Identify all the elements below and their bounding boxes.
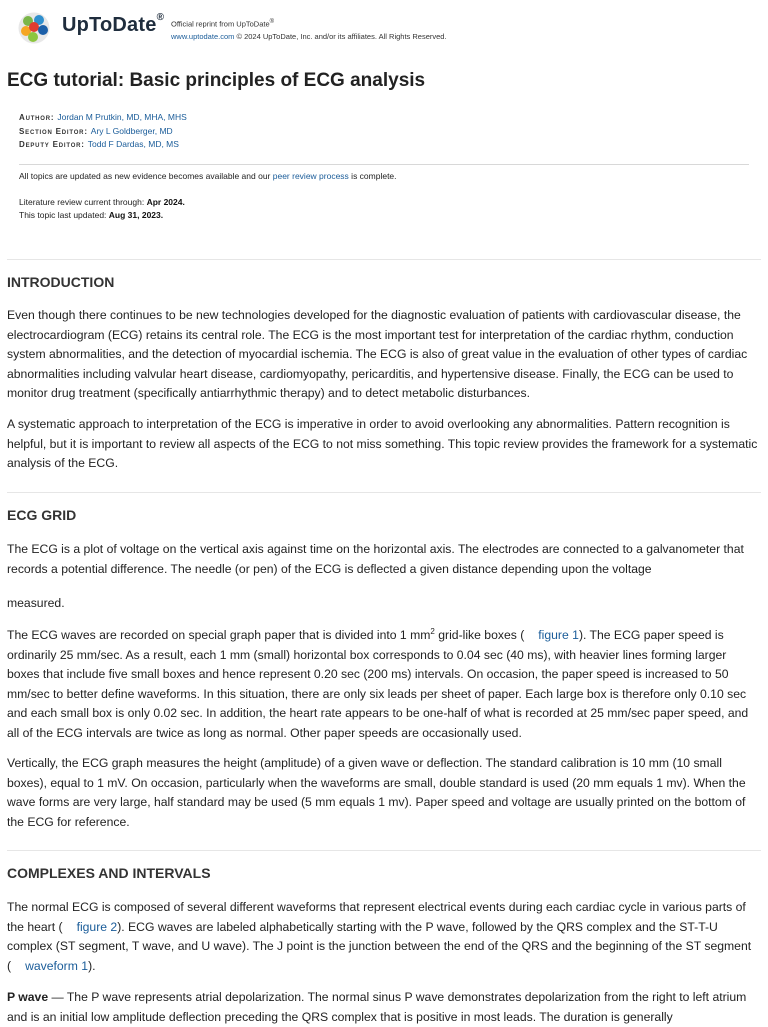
peer-review-link[interactable]: peer review process	[272, 171, 349, 181]
grid-paragraph-3: Vertically, the ECG graph measures the height (amplitude) of a given wave or deflection. The standard calibration is 10 mm (10 small boxes), equal to 1 mV. On occasion, particularly when the waveforms are small, double standard is used (20 mm equals 1 mv). When the wave forms are very large, half standard may be used (5 mm equals 1 mv). Paper speed and voltage are usually printed on the bottom of the ECG for reference.	[7, 756, 746, 829]
section-heading-introduction: INTRODUCTION	[7, 274, 115, 290]
divider	[19, 164, 749, 165]
grid-paragraph-2: The ECG waves are recorded on special graph paper that is divided into 1 $mm^2$ grid-like boxes ( figure 1). The ECG paper speed is ordinarily 25 mm/sec. As a result, each 1 mm (small) horizontal box corresponds to 0.04 sec (40 ms), with heavier lines forming larger boxes that include five small boxes and hence represent 0.20 sec (200 ms) intervals. On occasion, the paper speed is increased to 50 mm/sec to better define waveforms. In this situation, there are only six leads per sheet of paper. Each large box is therefore only 0.10 sec and each small box is only 0.02 sec. In addition, the heart rate appears to be one-half of what is recorded at 25 mm/sec paper speed, and all of the ECG intervals are twice as long as normal. Other paper speeds are occasionally used.	[7, 626, 749, 740]
reprint-notice: Official reprint from UpToDate® www.uptodate.com © 2024 UpToDate, Inc. and/or its affiliates. All Rights Reserved.	[171, 19, 447, 41]
intro-paragraph-1: Even though there continues to be new technologies developed for the diagnostic evaluation of patients with cardiovascular disease, the electrocardiogram (ECG) retains its central role. The ECG is the most important test for interpretation of the cardiac rhythm, conduction system abnormalities, and the detection of myocardial ischemia. The ECG is also of great value in the evaluation of other types of cardiac abnormalities including valvular heart disease, cardiomyopathy, pericarditis, and hypertensive disease. Finally, the ECG can be used to monitor drug treatment (specifically antiarrhythmic therapy) and to detect metabolic disturbances.	[7, 308, 748, 400]
section-divider	[7, 259, 761, 260]
grid-paragraph-1: The ECG is a plot of voltage on the vertical axis against time on the horizontal axis. The electrodes are connected to a galvanometer that records a potential difference. The needle (or pen) of the ECG is deflected a given distance depending upon the voltage	[7, 542, 744, 576]
complexes-paragraph-1: The normal ECG is composed of several different waveforms that represent electrical events during each cardiac cycle in various parts of the heart ( figure 2). ECG waves are labeled alphabetically starting with the P wave, followed by the QRS complex and the ST-T-U complex (ST segment, T wave, and U wave). The J point is the junction between the end of the QRS and the beginning of the ST segment ( waveform 1).	[7, 900, 752, 973]
logo-dot-red	[29, 22, 39, 32]
page-title: ECG tutorial: Basic principles of ECG analysis	[7, 70, 426, 91]
logo-dot-navy	[38, 25, 48, 35]
brand-name[interactable]: UpToDate®	[62, 12, 165, 36]
waveform-1-link[interactable]: waveform 1	[25, 958, 89, 973]
figure-1-link[interactable]: figure 1	[538, 628, 579, 642]
credit-section-editor: Section Editor: Ary L Goldberger, MD	[19, 125, 173, 136]
p-wave-paragraph: P wave — The P wave represents atrial depolarization. The normal sinus P wave demonstrates depolarization from the right to left atrium and is an initial low amplitude deflection preceding the QRS complex that is positive in most leads. The duration is generally	[7, 990, 747, 1024]
credits	[19, 111, 187, 152]
section-divider	[7, 850, 761, 851]
last-updated-date: This topic last updated: Aug 31, 2023.	[19, 210, 164, 220]
section-heading-complexes-and-intervals: COMPLEXES AND INTERVALS	[7, 865, 211, 881]
section-heading-ecg-grid: ECG GRID	[7, 507, 77, 523]
header	[18, 12, 758, 46]
uptodate-logo-icon	[18, 12, 50, 44]
uptodate-site-link[interactable]: www.uptodate.com	[171, 31, 235, 41]
section-editor-link[interactable]: Ary L Goldberger, MD	[90, 125, 173, 136]
intro-paragraph-2: A systematic approach to interpretation of the ECG is imperative in order to avoid overlooking any abnormalities. Pattern recognition is helpful, but it is important to review all aspects of the ECG to not miss something. This topic review provides the framework for a systematic analysis of the ECG.	[7, 417, 758, 470]
deputy-editor-link[interactable]: Todd F Dardas, MD, MS	[87, 139, 179, 149]
credit-author: Author: Jordan M Prutkin, MD, MHA, MHS	[19, 112, 187, 122]
p-wave-term: P wave	[7, 990, 49, 1004]
author-link[interactable]: Jordan M Prutkin, MD, MHA, MHS	[57, 112, 187, 122]
literature-review-date: Literature review current through: Apr 2024.	[19, 197, 185, 207]
section-divider	[7, 492, 761, 493]
review-dates	[19, 196, 185, 222]
credit-deputy-editor: Deputy Editor: Todd F Dardas, MD, MS	[19, 139, 179, 149]
update-notice: All topics are updated as new evidence becomes available and our peer review process is complete.	[19, 171, 397, 181]
grid-paragraph-1-continued: measured.	[7, 596, 65, 610]
logo-dot-lime	[28, 32, 38, 42]
figure-2-link[interactable]: figure 2	[76, 919, 118, 934]
copyright-text: © 2024 UpToDate, Inc. and/or its affiliates. All Rights Reserved.	[236, 31, 447, 41]
